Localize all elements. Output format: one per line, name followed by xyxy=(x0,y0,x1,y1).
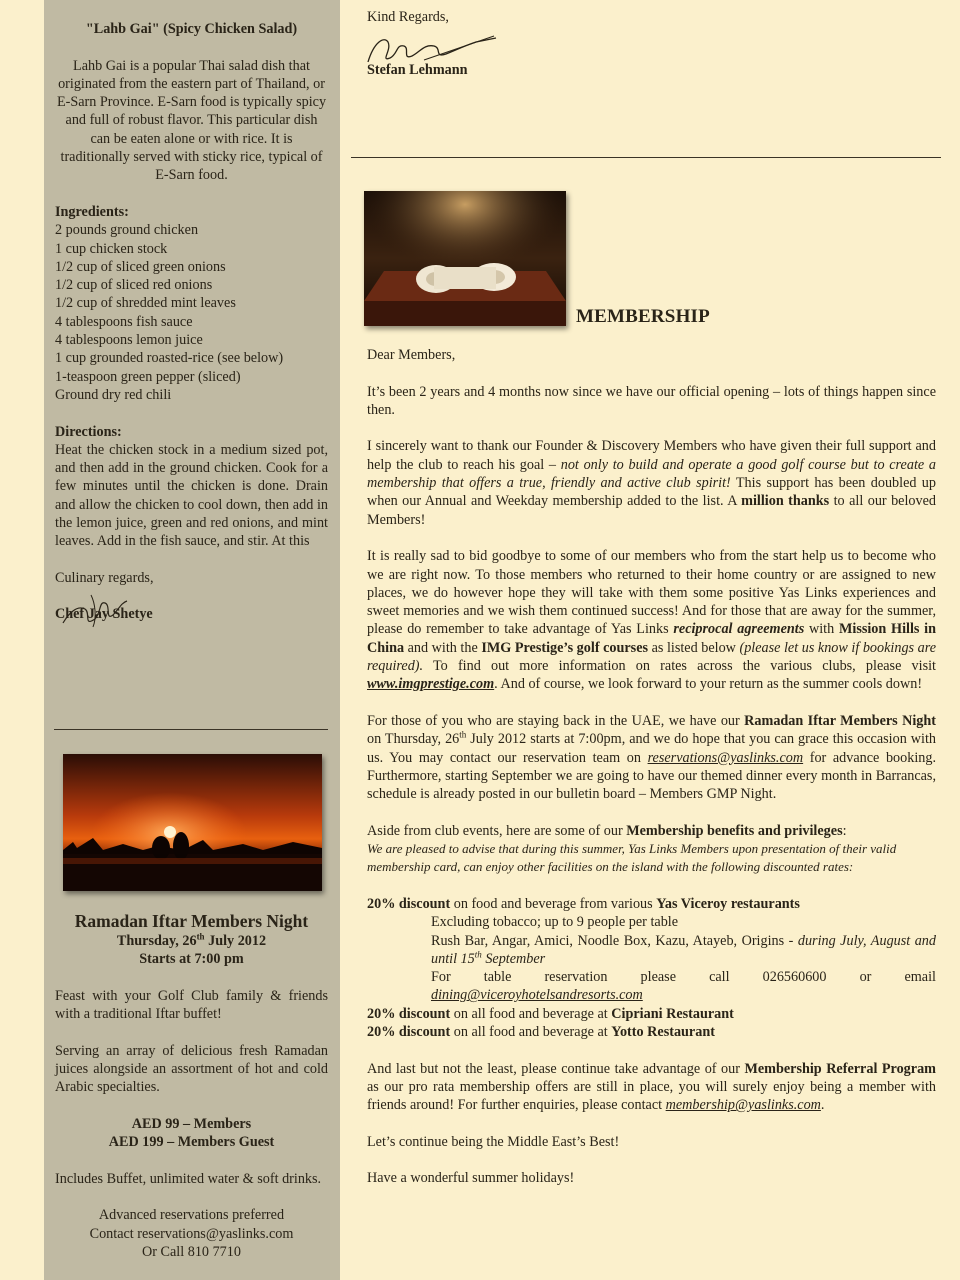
p3-note: (please let us know if bookings are required). xyxy=(367,639,936,675)
ingredients-list xyxy=(55,221,328,404)
p2-text-c: This support has been doubled up when our Annual and Weekday membership added to the list. A xyxy=(367,475,936,510)
p5-text-a: Aside from club events, here are some of our xyxy=(367,822,627,839)
event-inclusions: Includes Buffet, unlimited water & soft drinks. xyxy=(55,1170,322,1187)
event-section xyxy=(55,910,328,1261)
event-description-2: Serving an array of delicious fresh Ramadan juices alongside an assortment of hot and cold Arabic specialties. xyxy=(55,1042,328,1096)
p3-text-g: as listed below xyxy=(648,639,740,656)
event-date-suffix: th xyxy=(196,931,205,942)
p4-date-suffix: th xyxy=(459,729,467,740)
sidebar-panel xyxy=(44,0,340,1280)
p3-text-k: . And of course, we look forward to your return as the summer cools down! xyxy=(494,676,923,693)
discount-3-rate: 20% discount xyxy=(367,1023,451,1040)
main-divider xyxy=(351,157,941,158)
discount-1-rate: 20% discount xyxy=(367,895,451,912)
p6-text-c: as our pro rata membership offers are still in place, you will surely enjoy being a member with friends around! For further enquiries, please contact xyxy=(367,1078,936,1114)
img-prestige-link[interactable]: www.imgprestige.com xyxy=(367,676,495,693)
ingredient-item: 2 pounds ground chicken xyxy=(55,222,199,239)
discount-3-text: on all food and beverage at xyxy=(450,1023,612,1040)
ingredient-item: 4 tablespoons lemon juice xyxy=(55,332,203,349)
letter-closing xyxy=(367,8,936,26)
sunset-photo xyxy=(63,754,322,891)
sender-name: Stefan Lehmann xyxy=(367,62,468,78)
event-description-1: Feast with your Golf Club family & friends with a traditional Iftar buffet! xyxy=(55,987,328,1023)
discount-1-detail-2 xyxy=(367,932,936,969)
p4-text-f: for advance booking. Furthermore, starting September we are going to have our themed dinner every month in Barrancas, schedule is already posted in our bulletin board – Members GMP Night. xyxy=(367,749,936,803)
p6-period: . xyxy=(820,1097,825,1114)
ingredient-item: 1/2 cup of sliced red onions xyxy=(55,277,213,294)
towels-image xyxy=(364,191,566,326)
discount-3-venue: Yotto Restaurant xyxy=(611,1023,715,1040)
p4-text-d: July 2012 starts at 7:00pm, and we do hope that you can grace this occasion with us. You may contact our reservation team on xyxy=(367,731,936,766)
ingredient-item: 1 cup chicken stock xyxy=(55,240,168,257)
p3-mission-hills: Mission Hills in China xyxy=(367,621,937,656)
ingredient-item: 1/2 cup of shredded mint leaves xyxy=(55,295,236,312)
p3-img-prestige: IMG Prestige’s golf courses xyxy=(481,639,649,656)
ingredient-item: 4 tablespoons fish sauce xyxy=(55,313,193,330)
ingredient-item: 1 cup grounded roasted-rice (see below) xyxy=(55,350,284,367)
recipe-closing: Culinary regards, xyxy=(55,569,154,586)
discount-1 xyxy=(367,895,936,913)
event-time: Starts at 7:00 pm xyxy=(139,951,244,968)
sunset-image xyxy=(63,754,322,891)
paragraph-7: Let’s continue being the Middle East’s Best! xyxy=(367,1133,620,1150)
directions-text: Heat the chicken stock in a medium sized pot, and then add in the ground chicken. Cook for a few minutes until the chicken is done. Drain and allow the chicken to cool down, then add in the lemon juice, green and red onions, and mint leaves. Add in the fish sauce, and stir. At this xyxy=(55,441,328,550)
p4-text-a: For those of you who are staying back in the UAE, we have our xyxy=(367,712,745,729)
discount-1-detail-3: For table reservation please call 026560600 or email xyxy=(431,969,936,986)
p3-text-e: and with the xyxy=(404,639,482,656)
p2-text-a: I sincerely want to thank our Founder & Discovery Members who have given their full support and help the club to reach his goal xyxy=(367,438,936,473)
discount-2-rate: 20% discount xyxy=(367,1005,451,1022)
membership-letter xyxy=(367,346,936,1188)
paragraph-4 xyxy=(367,712,936,803)
price-guests: AED 199 – Members Guest xyxy=(108,1134,275,1151)
ingredient-item: 1/2 cup of sliced green onions xyxy=(55,258,226,275)
p6-referral: Membership Referral Program xyxy=(744,1060,936,1077)
reservation-contact: Contact reservations@yaslinks.com xyxy=(89,1225,294,1242)
p4-event-name: Ramadan Iftar Members Night xyxy=(744,712,936,729)
p3-text-a: It is really sad to bid goodbye to some of our members who from the start help us to become who we are right now. To those members who returned to their home country or are assigned to new places, we do however hope they will take with them some positive Yas Links experiences and sweet memories and we wish them continued success! And for those that are away for the summer, please do remember to take advantage of Yas Links xyxy=(367,548,936,638)
event-date xyxy=(55,932,328,950)
ingredient-item: Ground dry red chili xyxy=(55,386,172,403)
p6-text-a: And last but not the least, please continue take advantage of our xyxy=(367,1060,745,1077)
paragraph-1: It’s been 2 years and 4 months now since we have our official opening – lots of things happen since then. xyxy=(367,383,936,418)
p5-benefits: Membership benefits and privileges xyxy=(626,822,843,839)
dining-email-link[interactable]: dining@viceroyhotelsandresorts.com xyxy=(431,987,643,1004)
p2-text-e: to all our beloved Members! xyxy=(367,493,936,528)
event-date-day: Thursday, 26 xyxy=(116,933,197,949)
membership-photo xyxy=(364,191,566,326)
discount-1-text: on food and beverage from various xyxy=(450,895,657,912)
sidebar-divider xyxy=(54,729,328,730)
kind-regards: Kind Regards, xyxy=(367,9,449,25)
ingredients-heading: Ingredients: xyxy=(55,203,129,220)
discount-2-text: on all food and beverage at xyxy=(450,1005,612,1022)
membership-title: MEMBERSHIP xyxy=(576,306,710,327)
chef-signature-area xyxy=(55,587,328,623)
chef-name: Chef Jay Shetye xyxy=(55,606,153,623)
paragraph-6 xyxy=(367,1060,936,1115)
paragraph-2 xyxy=(367,437,936,528)
p2-text-bold: million thanks xyxy=(741,493,830,510)
sidebar-content xyxy=(55,0,328,623)
salutation: Dear Members, xyxy=(367,347,456,363)
discount-1-period-suffix: th xyxy=(474,949,482,960)
p2-text-italic: – not only to build and operate a good golf course but to create a membership that offers a true, friendly and active club spirit! xyxy=(367,456,936,492)
discount-2 xyxy=(367,1005,936,1023)
ingredient-item: 1-teaspoon green pepper (sliced) xyxy=(55,368,241,385)
discount-1-outlets: Rush Bar, Angar, Amici, Noodle Box, Kazu, Atayeb, Origins - xyxy=(431,932,798,949)
discount-note: We are pleased to advise that during this summer, Yas Links Members upon presentation of their valid membership card, can enjoy other facilities on the island with the following discounted rates: xyxy=(367,841,897,875)
recipe-title: "Lahb Gai" (Spicy Chicken Salad) xyxy=(85,21,298,37)
paragraph-8: Have a wonderful summer holidays! xyxy=(367,1170,575,1187)
discount-1-detail-1: Excluding tobacco; up to 9 people per table xyxy=(431,914,679,931)
p3-text-c: with xyxy=(804,621,839,638)
paragraph-5 xyxy=(367,822,936,840)
discount-1-period: during July, August and until 15 xyxy=(431,932,936,967)
p4-text-c: on Thursday, 26 xyxy=(367,731,460,748)
p5-colon: : xyxy=(842,822,847,839)
reservation-phone: Or Call 810 7710 xyxy=(142,1244,241,1261)
p3-text-i: To find out more information on rates across the various clubs, please visit xyxy=(423,658,936,675)
reservations-email-link[interactable]: reservations@yaslinks.com xyxy=(647,749,804,766)
discount-2-venue: Cipriani Restaurant xyxy=(611,1005,734,1022)
discount-1-period-end: September xyxy=(481,950,546,967)
membership-email-link[interactable]: membership@yaslinks.com xyxy=(665,1097,821,1114)
event-title: Ramadan Iftar Members Night xyxy=(74,911,309,931)
reservation-note: Advanced reservations preferred xyxy=(98,1207,285,1224)
recipe-intro: Lahb Gai is a popular Thai salad dish that originated from the eastern part of Thailand, or E-Sarn Province. E-Sarn food is typically spicy and full of robust flavor. This particular dish can be eaten alone or with rice. It is traditionally served with sticky rice, typical of E-Sarn food. xyxy=(56,57,327,184)
discount-1-venue: Yas Viceroy restaurants xyxy=(656,895,800,912)
price-members: AED 99 – Members xyxy=(131,1115,252,1132)
p3-reciprocal: reciprocal agreements xyxy=(673,621,805,638)
event-date-month: July 2012 xyxy=(204,933,267,949)
directions-heading: Directions: xyxy=(55,423,122,440)
paragraph-3 xyxy=(367,547,936,693)
discount-3 xyxy=(367,1023,936,1041)
